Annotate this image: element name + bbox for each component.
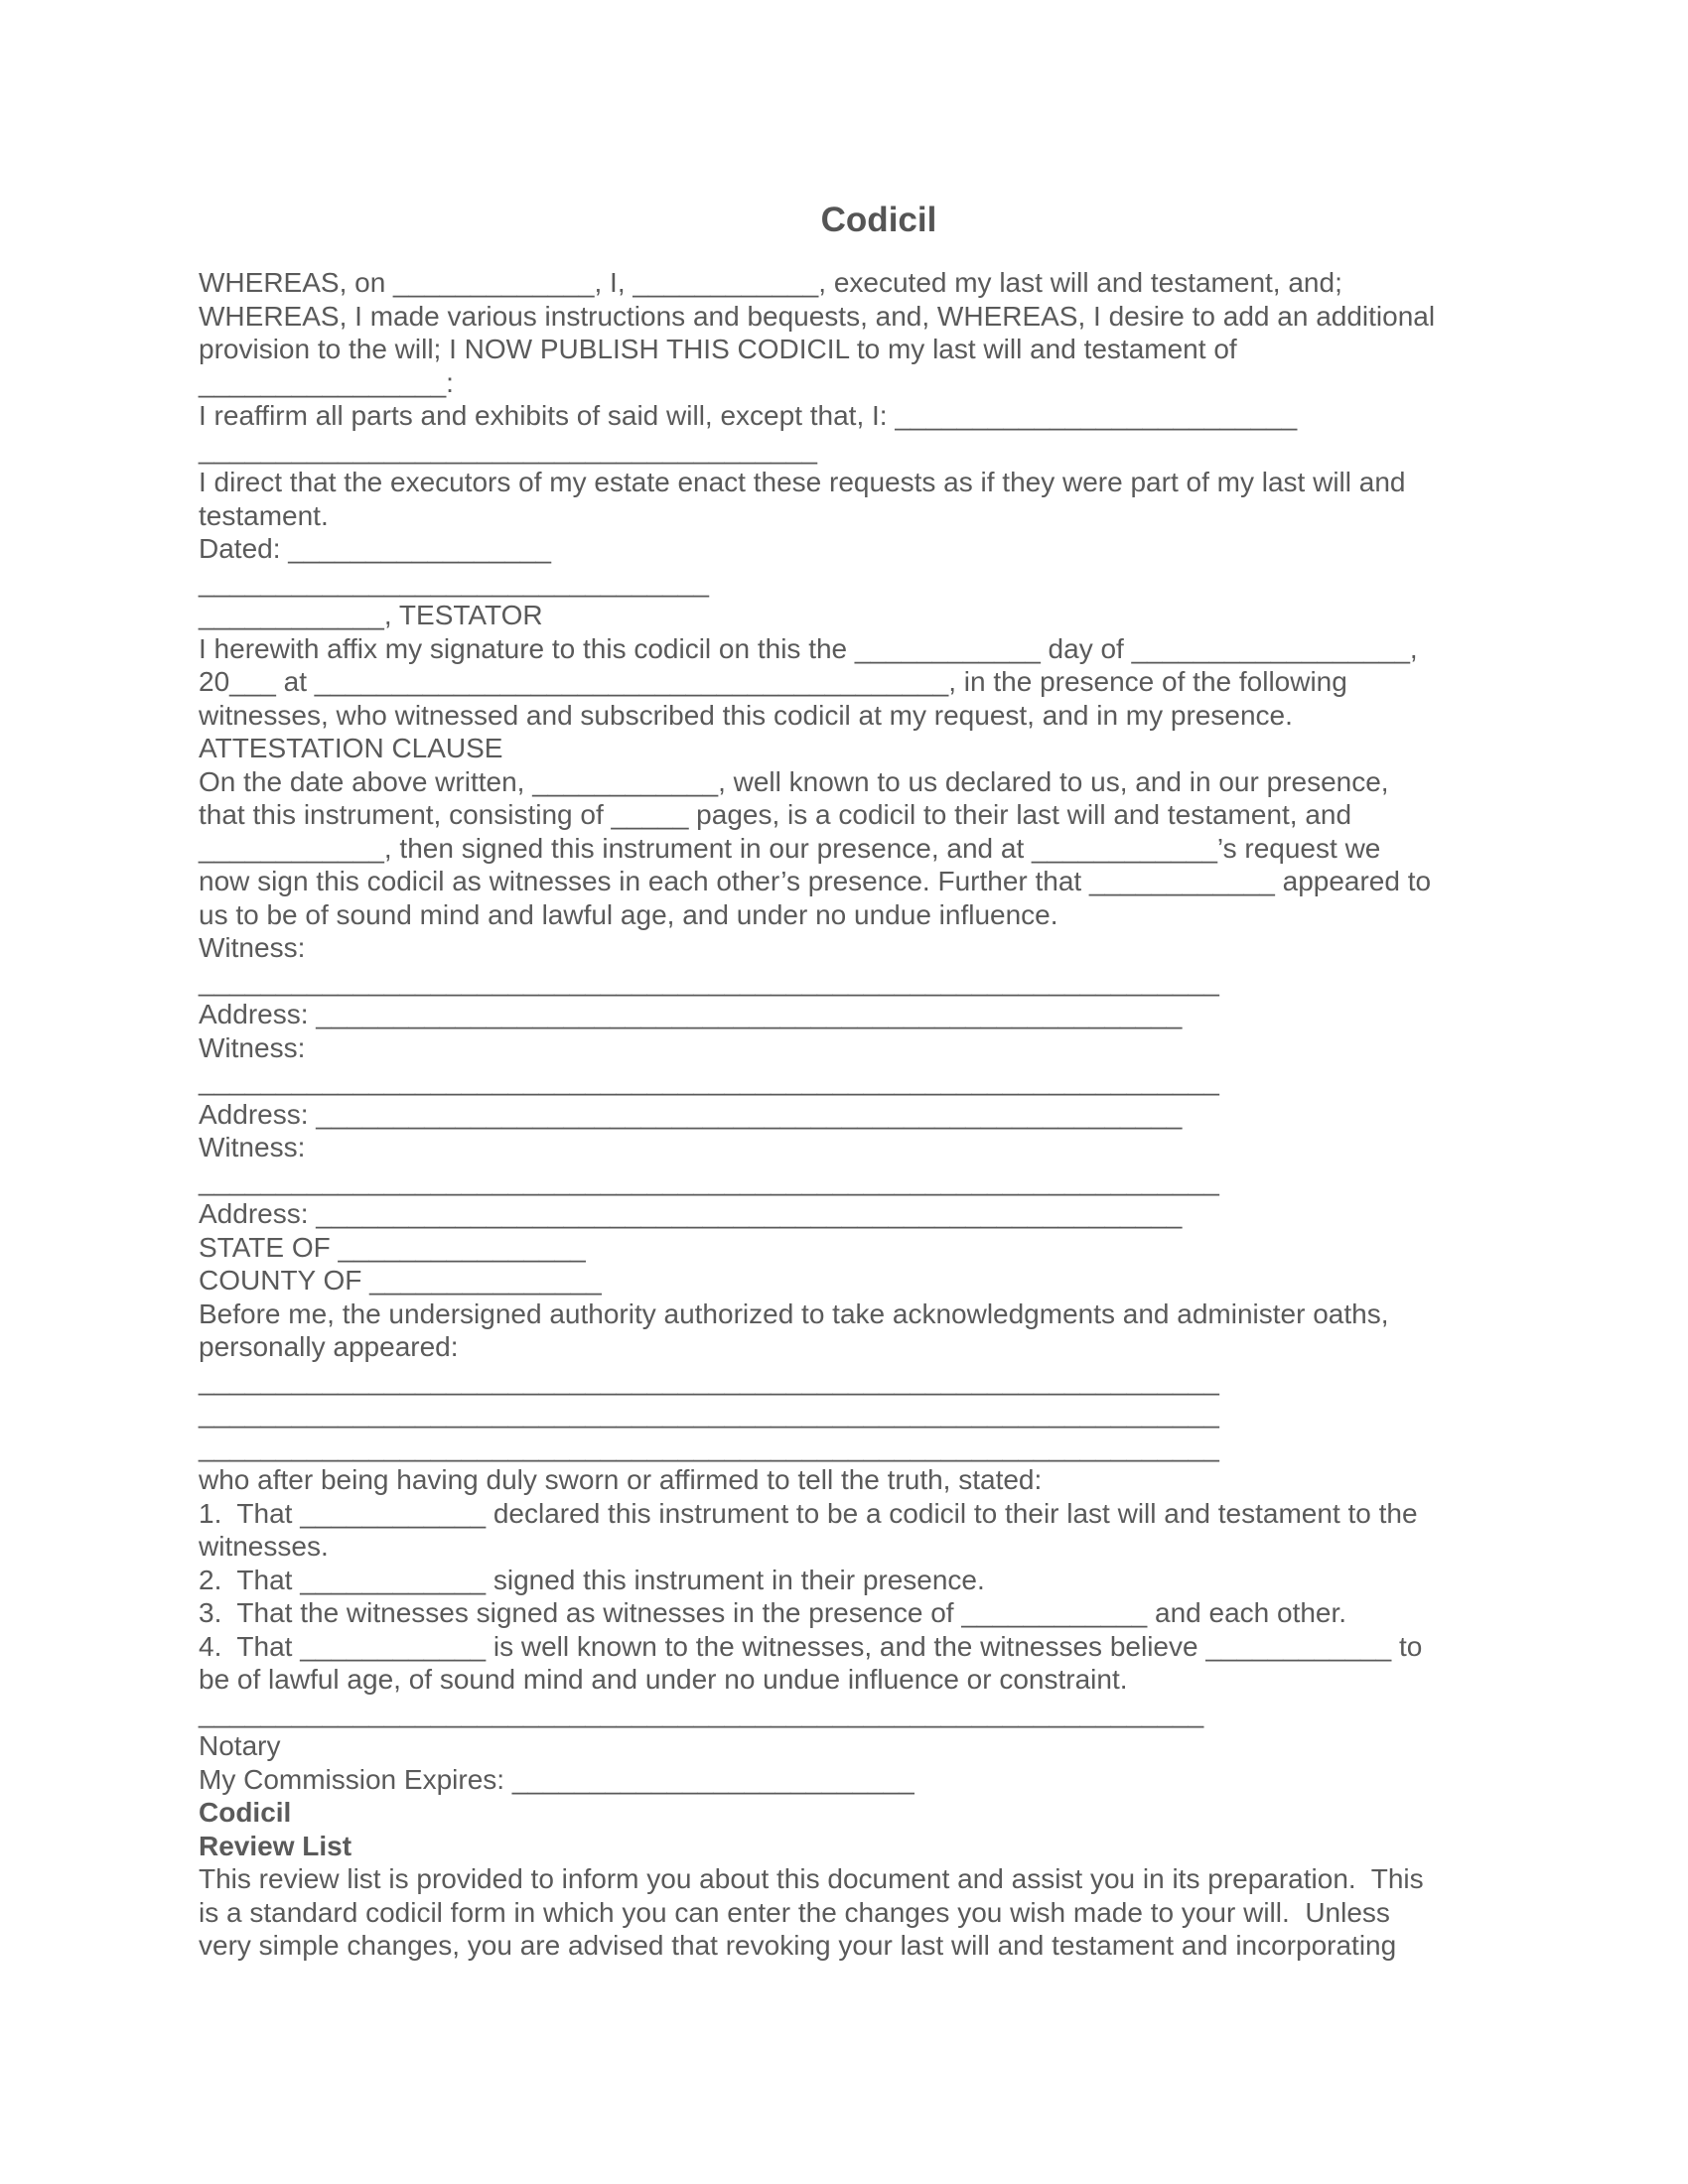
- document-line: I herewith affix my signature to this codicil on this the ____________ day of __________________,: [199, 632, 1418, 664]
- document-line: __________________________________________________________________: [199, 1065, 1219, 1096]
- document-line: Dated: _________________: [199, 533, 552, 564]
- document-line: Witness:: [199, 932, 306, 963]
- document-line: Address: ________________________________________________________: [199, 1098, 1183, 1130]
- document-line: Before me, the undersigned authority authorized to take acknowledgments and administer oaths,: [199, 1297, 1389, 1329]
- document-line: My Commission Expires: __________________________: [199, 1763, 914, 1795]
- document-line: 4. That ____________ is well known to the witnesses, and the witnesses believe ____________ to: [199, 1630, 1423, 1662]
- document-line: 2. That ____________ signed this instrument in their presence.: [199, 1564, 985, 1595]
- document-line: __________________________________________________________________: [199, 1364, 1219, 1396]
- document-line: _________________________________: [199, 566, 709, 598]
- document-line: __________________________________________________________________: [199, 965, 1219, 997]
- document-line: personally appeared:: [199, 1331, 459, 1362]
- document-line: I direct that the executors of my estate enact these requests as if they were part of my last will and: [199, 467, 1406, 497]
- document-line: testament.: [199, 499, 329, 531]
- document-line: _________________________________________________________________: [199, 1697, 1204, 1728]
- document-line: very simple changes, you are advised that revoking your last will and testament and incorporating: [199, 1930, 1397, 1961]
- document-line: __________________________________________________________________: [199, 1398, 1219, 1429]
- document-line: WHEREAS, I made various instructions and bequests, and, WHEREAS, I desire to add an additional: [199, 300, 1436, 332]
- document-line: Address: ________________________________________________________: [199, 1198, 1183, 1229]
- document-line: provision to the will; I NOW PUBLISH THIS CODICIL to my last will and testament of: [199, 334, 1237, 364]
- document-line: ____________, TESTATOR: [199, 600, 543, 630]
- document-line: __________________________________________________________________: [199, 1164, 1219, 1196]
- document-line: Witness:: [199, 1132, 306, 1162]
- document-line: 3. That the witnesses signed as witnesses in the presence of ____________ and each other.: [199, 1597, 1347, 1628]
- document-line: that this instrument, consisting of _____ pages, is a codicil to their last will and testament, and: [199, 799, 1352, 830]
- document-page: [199, 199, 1519, 1963]
- document-line: Codicil: [199, 1797, 292, 1828]
- document-line: is a standard codicil form in which you can enter the changes you wish made to your will. Unless: [199, 1896, 1390, 1928]
- document-line: ____________, then signed this instrument in our presence, and at ____________’s request we: [199, 832, 1381, 864]
- document-line: Address: ________________________________________________________: [199, 999, 1183, 1029]
- document-line: ________________:: [199, 366, 454, 398]
- document-line: Notary: [199, 1730, 281, 1761]
- document-line: On the date above written, ____________, well known to us declared to us, and in our presence,: [199, 765, 1389, 797]
- document-line: STATE OF ________________: [199, 1231, 586, 1263]
- document-line: be of lawful age, of sound mind and under no undue influence or constraint.: [199, 1664, 1128, 1695]
- document-line: WHEREAS, on _____________, I, ____________, executed my last will and testament, and;: [199, 267, 1342, 298]
- document-line: witnesses.: [199, 1531, 329, 1562]
- document-line: COUNTY OF _______________: [199, 1265, 602, 1296]
- document-line: now sign this codicil as witnesses in each other’s presence. Further that ____________ appeared to: [199, 866, 1432, 896]
- document-line: Witness:: [199, 1031, 306, 1063]
- document-line: ATTESTATION CLAUSE: [199, 733, 503, 763]
- document-line: witnesses, who witnessed and subscribed this codicil at my request, and in my presence.: [199, 699, 1293, 731]
- document-title: Codicil: [820, 201, 937, 239]
- document-line: ________________________________________: [199, 433, 817, 465]
- document-body: [199, 266, 1519, 1963]
- document-line: Review List: [199, 1830, 352, 1861]
- document-line: I reaffirm all parts and exhibits of said will, except that, I: __________________________: [199, 400, 1298, 431]
- document-line: 20___ at _________________________________________, in the presence of the following: [199, 666, 1347, 697]
- document-line: who after being having duly sworn or affirmed to tell the truth, stated:: [199, 1464, 1043, 1495]
- document-line: 1. That ____________ declared this instrument to be a codicil to their last will and testament to the: [199, 1497, 1418, 1529]
- document-line: us to be of sound mind and lawful age, and under no undue influence.: [199, 898, 1058, 930]
- document-line: This review list is provided to inform you about this document and assist you in its preparation. This: [199, 1863, 1424, 1894]
- document-line: __________________________________________________________________: [199, 1431, 1219, 1462]
